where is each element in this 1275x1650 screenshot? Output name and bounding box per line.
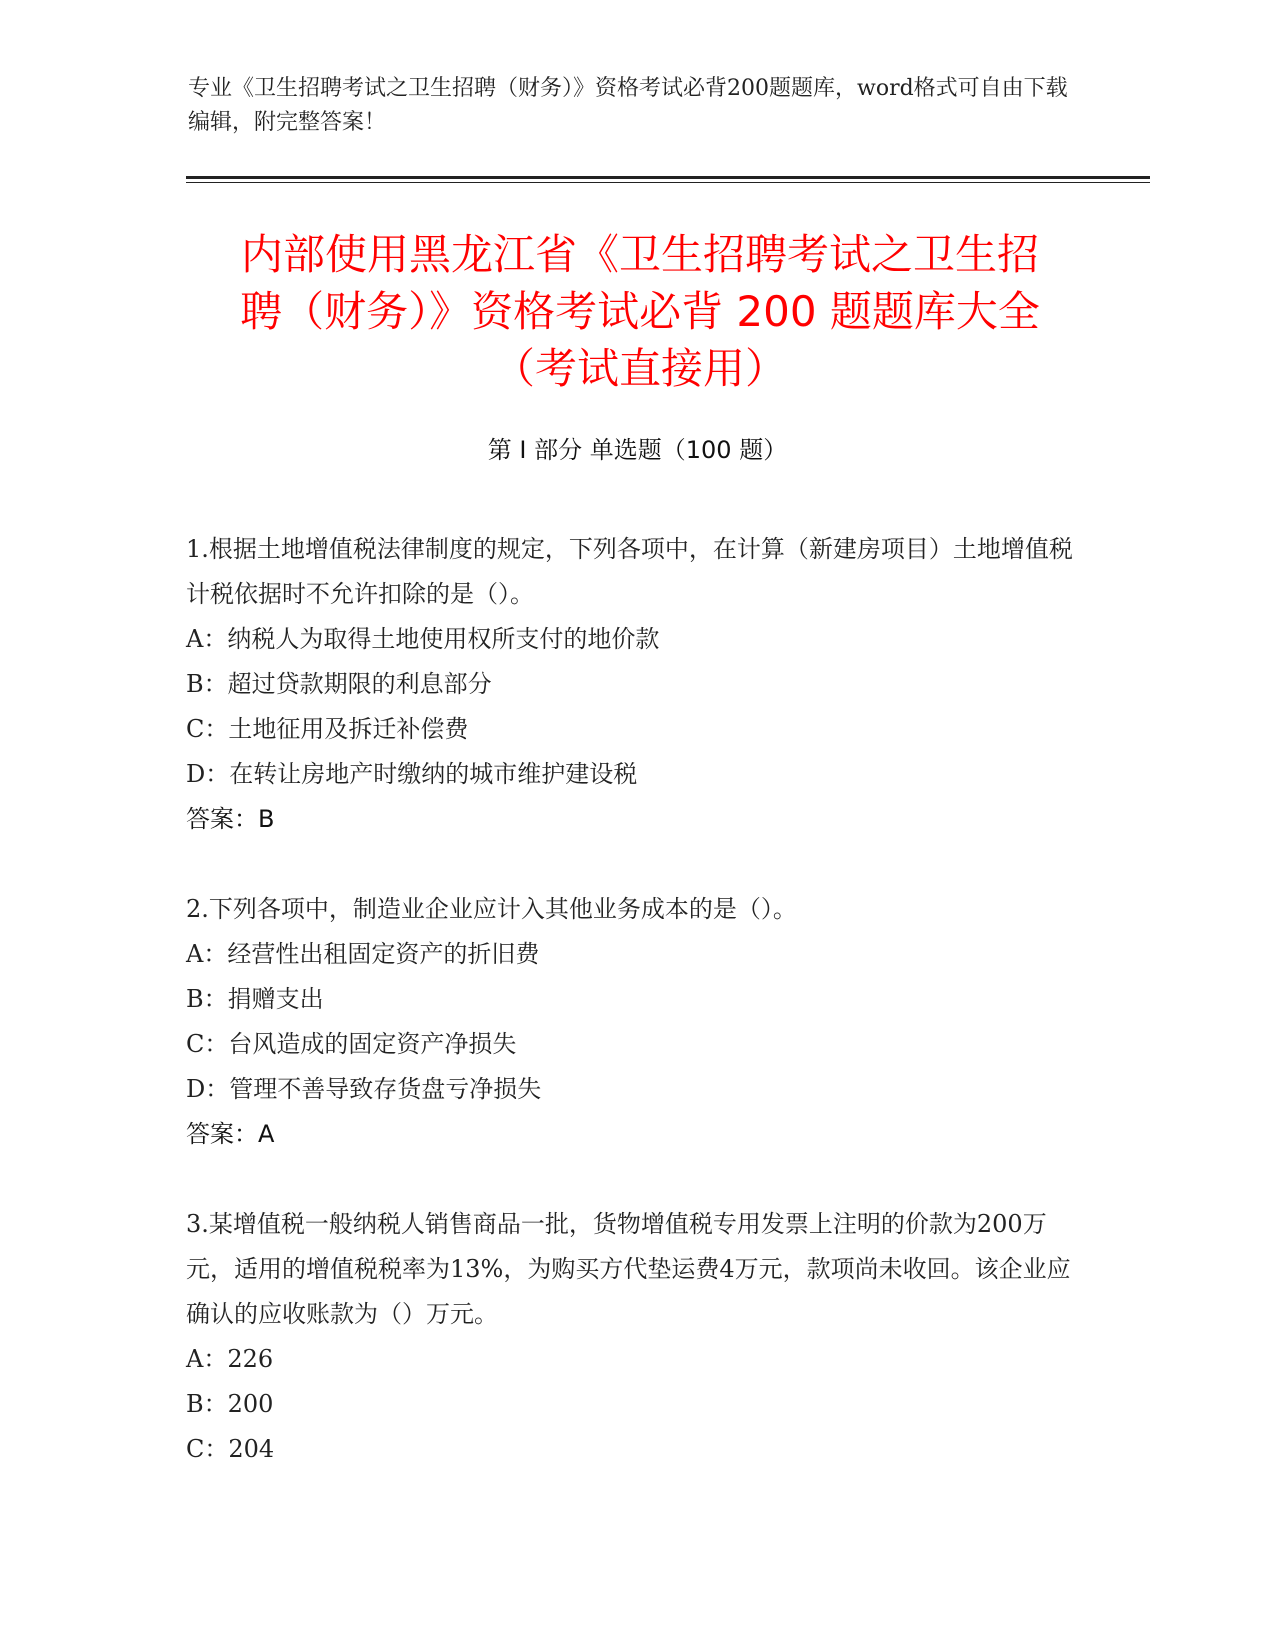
header-note: 专业《卫生招聘考试之卫生招聘（财务）》资格考试必背200题题库，word格式可自由下载编辑，附完整答案！ (188, 76, 1068, 135)
document-title (150, 226, 1130, 397)
option-c: C：土地征用及拆迁补偿费 (186, 715, 469, 743)
question-3 (186, 1202, 1086, 1472)
option-c: C：台风造成的固定资产净损失 (186, 1030, 517, 1058)
question-2 (186, 887, 1086, 1157)
header-divider-thick (186, 176, 1150, 179)
option-a: A：纳税人为取得土地使用权所支付的地价款 (186, 625, 660, 653)
header-divider-thin (186, 182, 1150, 183)
title-line: 聘（财务）》资格考试必背 200 题题库大全 (240, 287, 1040, 336)
answer: 答案：B (186, 805, 275, 833)
question-1 (186, 527, 1086, 842)
option-b: B：超过贷款期限的利息部分 (186, 670, 492, 698)
section-heading: 第 I 部分 单选题（100 题） (487, 436, 788, 464)
option-a: A：经营性出租固定资产的折旧费 (186, 940, 540, 968)
option-d: D：管理不善导致存货盘亏净损失 (186, 1075, 542, 1103)
question-stem: 3.某增值税一般纳税人销售商品一批，货物增值税专用发票上注明的价款为200万元，适用的增值税税率为13%，为购买方代垫运费4万元，款项尚未收回。该企业应确认的应收账款为（）万元。 (186, 1210, 1071, 1328)
option-b: B：200 (186, 1390, 274, 1418)
question-list (186, 527, 1086, 1517)
question-stem: 2.下列各项中，制造业企业应计入其他业务成本的是（）。 (186, 895, 797, 923)
option-d: D：在转让房地产时缴纳的城市维护建设税 (186, 760, 638, 788)
option-b: B：捐赠支出 (186, 985, 324, 1013)
title-line: 内部使用黑龙江省《卫生招聘考试之卫生招 (240, 230, 1039, 279)
option-c: C：204 (186, 1435, 275, 1463)
question-stem: 1.根据土地增值税法律制度的规定，下列各项中，在计算（新建房项目）土地增值税计税依据时不允许扣除的是（）。 (186, 535, 1073, 608)
title-line: （考试直接用） (492, 344, 787, 393)
option-a: A：226 (186, 1345, 274, 1373)
answer: 答案：A (186, 1120, 275, 1148)
